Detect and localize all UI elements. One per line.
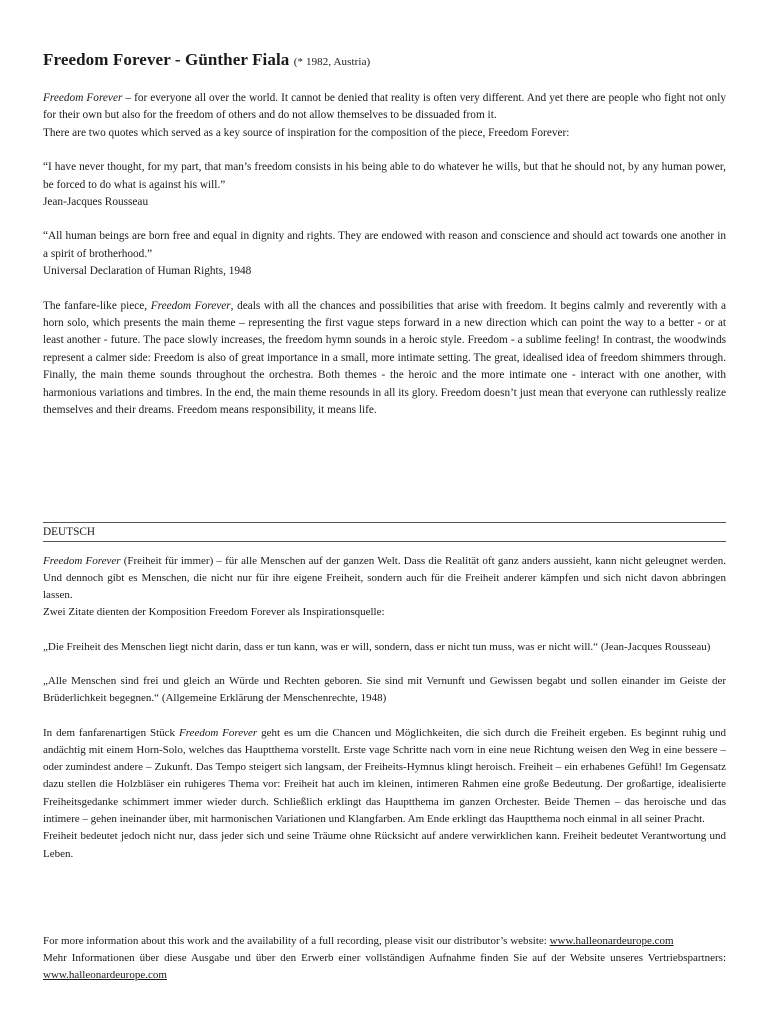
work-title-italic: Freedom Forever bbox=[43, 92, 123, 104]
footer-german bbox=[43, 950, 726, 984]
german-intro-line2: Zwei Zitate dienten der Komposition Freedom Forever als Inspirationsquelle: bbox=[43, 606, 385, 619]
german-heading: DEUTSCH bbox=[43, 525, 96, 538]
english-intro bbox=[43, 90, 726, 125]
german-intro-text: (Freiheit für immer) – für alle Menschen auf der ganzen Welt. Dass die Realität oft ganz anders aussieht, kann nicht geleugnet werden. Und dennoch gibt es Menschen, die nicht nur für ihre eigene Freiheit, sondern auch für die Freiheit anderer kämpfen und sich nicht davon abbringen lassen. bbox=[43, 554, 726, 602]
english-quote-2-author: Universal Declaration of Human Rights, 1948 bbox=[43, 265, 252, 278]
german-work-title-italic: Freedom Forever bbox=[43, 554, 121, 567]
english-desc-post: , deals with all the chances and possibilities that arise with freedom. It begins calmly and reverently with a horn solo, which presents the main theme – representing the first vague steps forward in a new direction which can point the way to a better - or at least another - future. The pace slowly increases, the freedom hymn sounds in a heroic style. Freedom - a sublime feeling! In contrast, the woodwinds represent a calmer side: Freedom is also of great importance in a small, more intimate setting. The great, idealised idea of freedom shimmers through. Finally, the main theme sounds throughout the orchestra. Both themes - the heroic and the more intimate one - interact with one another, with harmonious variations and timbres. In the end, the main theme resounds in all its glory. Freedom doesn’t just mean that everyone can ruthlessly realize themselves and their dreams. Freedom means responsibility, it means life. bbox=[43, 299, 726, 417]
german-desc-post: geht es um die Chancen und Möglichkeiten, die sich durch die Freiheit ergeben. Es beginnt ruhig und andächtig mit einem Horn-Solo, welches das Hauptthema vorstellt. Erste vage Schritte nach vorn in eine neue Richtung weisen den Weg in eine bessere – oder zumindest andere – Zukunft. Das Tempo steigert sich langsam, der Freiheits-Hymnus klingt heroisch. Freiheit – ein erhabenes Gefühl! Im Gegensatz dazu stellen die Holzbläser ein ruhigeres Thema vor: Freiheit hat auch im kleinen, intimeren Rahmen eine große Bedeutung. Der großartige, idealisierte Freiheitsgedanke schimmert immer wieder durch. Schließlich erklingt das Hauptthema im ganzen Orchester. Beide Themen – das heroische und das intimere – gehen ineinander über, mit harmonischen Variationen und Klangfarben. Am Ende erklingt das Hauptthema noch einmal in all seiner Pracht. bbox=[43, 726, 726, 826]
german-section bbox=[43, 522, 726, 863]
footer bbox=[43, 933, 726, 983]
german-quote-2: „Alle Menschen sind frei und gleich an Würde und Rechten geboren. Sie sind mit Vernunft und Gewissen begabt und sollen einander im Geiste der Brüderlichkeit begegnen.“ (Allgemeine Erklärung der Menschenrechte, 1948) bbox=[43, 674, 726, 705]
english-intro-text: – for everyone all over the world. It cannot be denied that reality is often very different. And yet there are people who fight not only for their own but also for the freedom of others and do not allow themselves to be dissuaded from it. bbox=[43, 92, 726, 122]
german-closing: Freiheit bedeutet jedoch nicht nur, dass jeder sich und seine Träume ohne Rücksicht auf andere verwirklichen kann. Freiheit bedeutet Verantwortung und Leben. bbox=[43, 830, 726, 860]
english-description bbox=[43, 298, 726, 420]
title-text: Freedom Forever - Günther Fiala bbox=[43, 50, 290, 69]
page-title bbox=[43, 50, 726, 70]
german-quote-1: „Die Freiheit des Menschen liegt nicht darin, dass er tun kann, was er will, sondern, dass er nicht tun muss, was er nicht will.“ (Jean-Jacques Rousseau) bbox=[43, 640, 711, 653]
german-desc-italic: Freedom Forever bbox=[178, 726, 258, 739]
english-quote-1-author: Jean-Jacques Rousseau bbox=[43, 196, 149, 209]
main-content bbox=[43, 50, 726, 863]
composer-info: (* 1982, Austria) bbox=[293, 56, 371, 68]
english-section bbox=[43, 90, 726, 420]
footer-german-text: Mehr Informationen über diese Ausgabe und über den Erwerb einer vollständigen Aufnahme finden Sie auf der Website unseres Vertriebspartners: bbox=[43, 951, 726, 964]
english-quote-2: “All human beings are born free and equal in dignity and rights. They are endowed with reason and conscience and should act towards one another in a spirit of brotherhood.” bbox=[43, 230, 726, 260]
distributor-link-en[interactable]: www.halleonardeurope.com bbox=[549, 935, 674, 947]
footer-english-text: For more information about this work and the availability of a full recording, please visit our distributor’s website: bbox=[43, 935, 550, 947]
footer-english bbox=[43, 933, 726, 950]
german-intro bbox=[43, 553, 726, 605]
english-desc-pre: The fanfare-like piece, bbox=[43, 299, 151, 312]
german-desc-pre: In dem fanfarenartigen Stück bbox=[43, 726, 179, 739]
english-quote-1: “I have never thought, for my part, that man’s freedom consists in his being able to do whatever he wills, but that he should not, by any human power, be forced to do what is against his will.” bbox=[43, 161, 726, 191]
english-desc-italic: Freedom Forever bbox=[150, 299, 231, 312]
distributor-link-de[interactable]: www.halleonardeurope.com bbox=[43, 968, 167, 981]
german-description bbox=[43, 725, 726, 829]
english-intro-line2: There are two quotes which served as a key source of inspiration for the composition of the piece, Freedom Forever: bbox=[43, 126, 570, 139]
